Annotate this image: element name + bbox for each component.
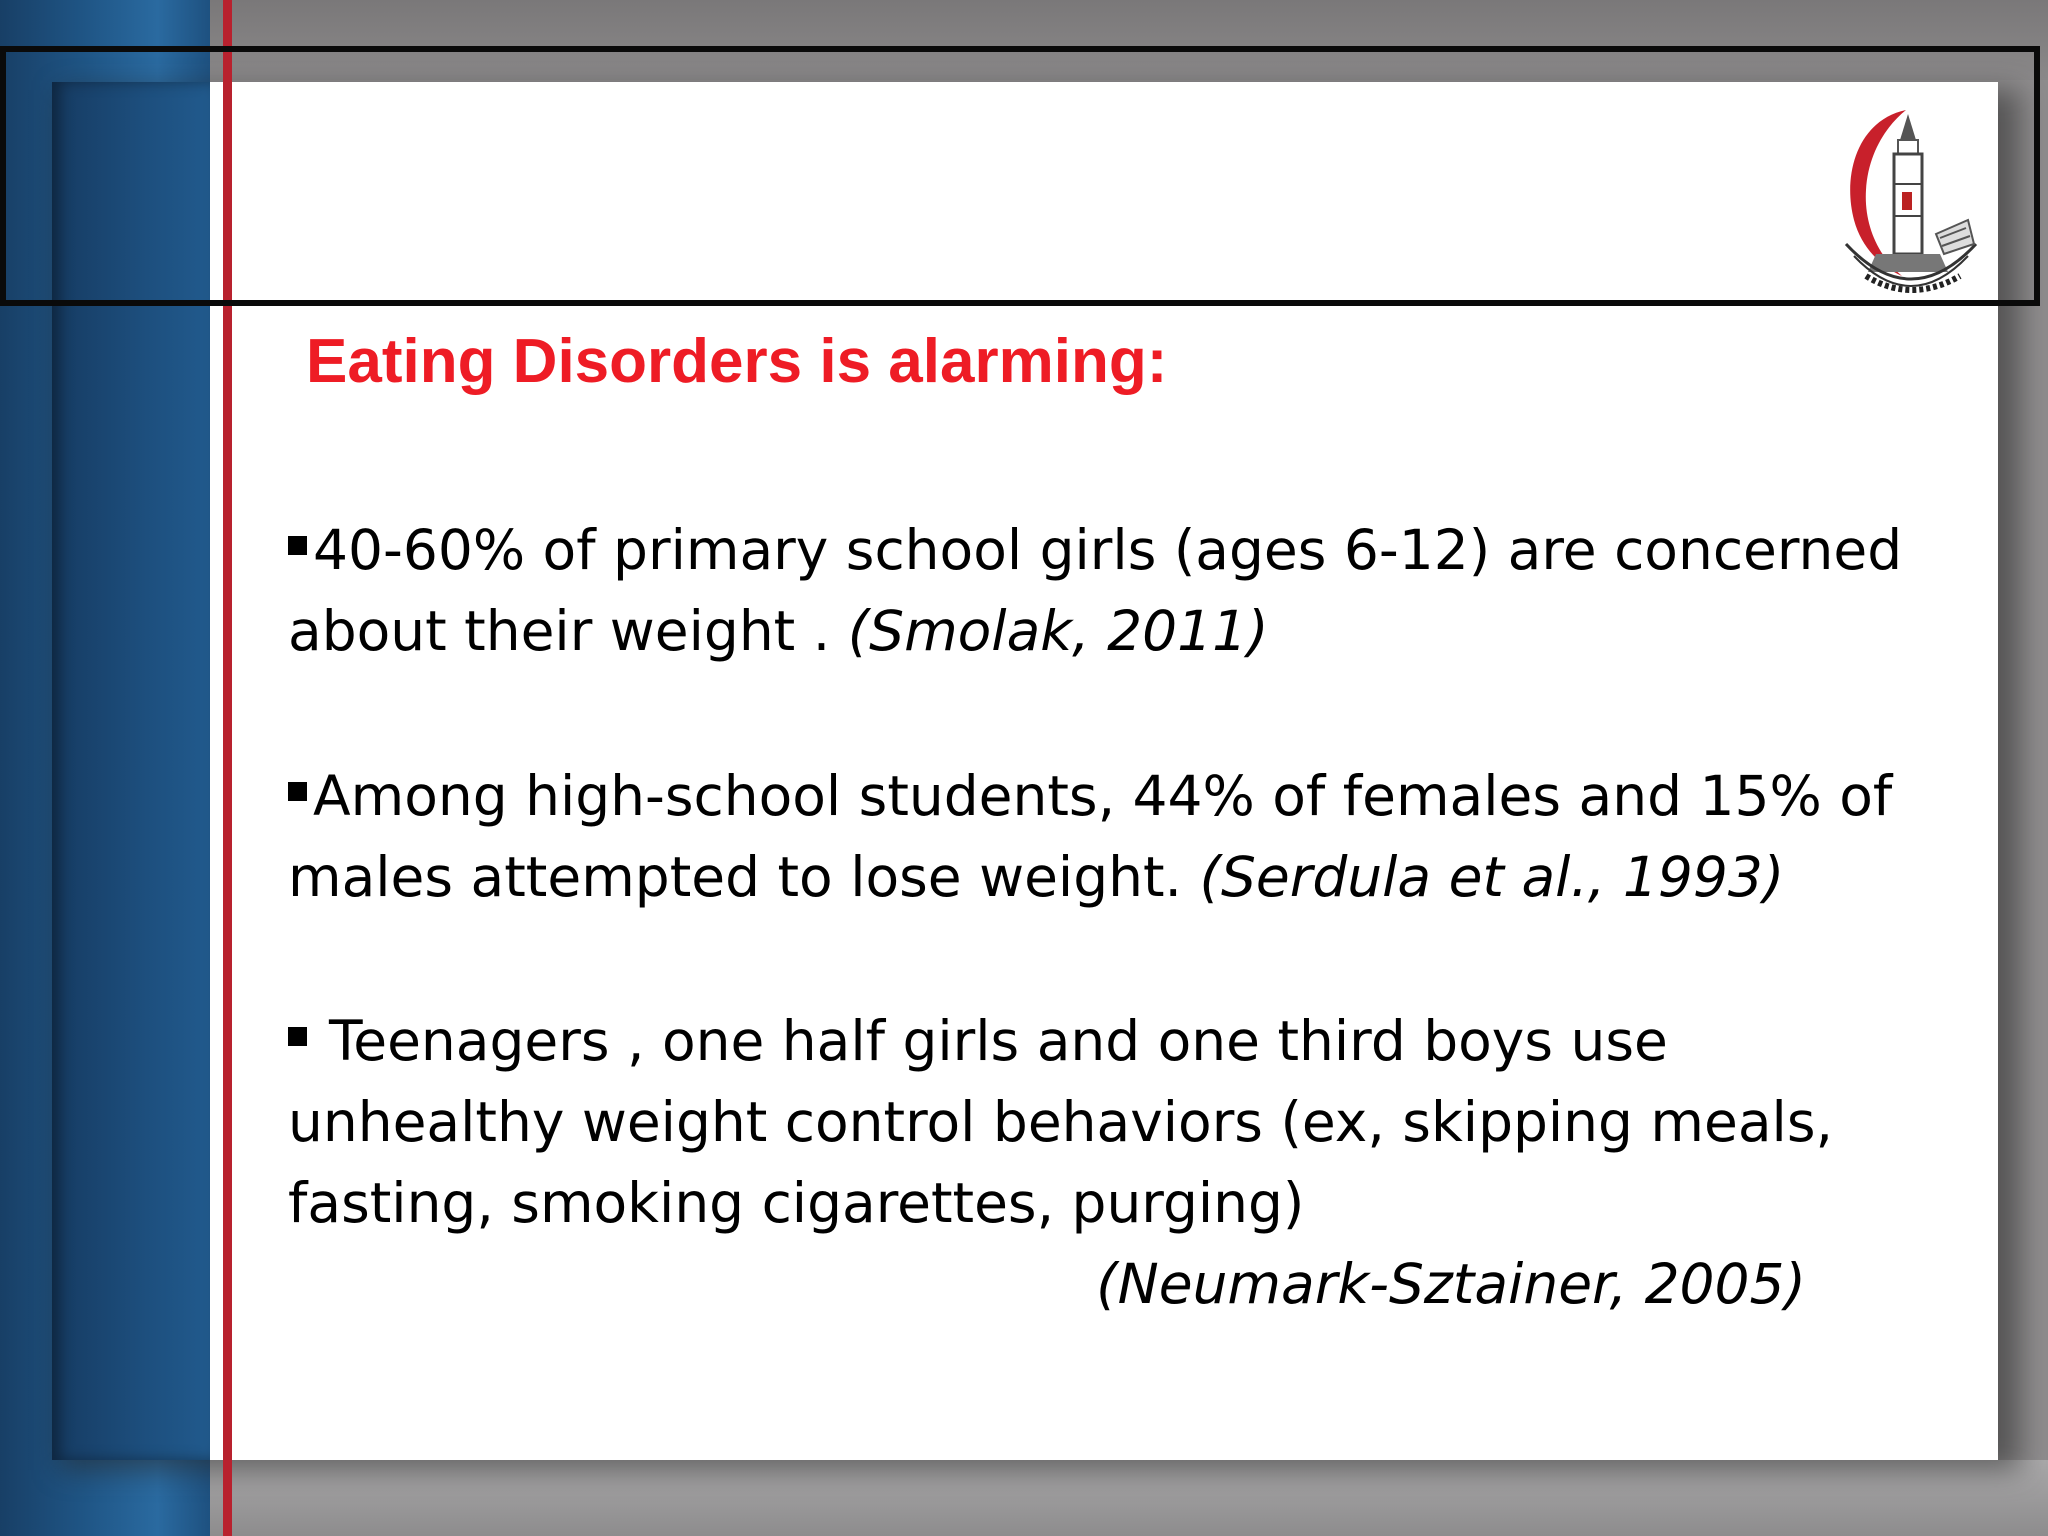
bullet-text: Teenagers , one half girls and one third boys use unhealthy weight control behaviors (ex, skipping meals, fasting, smoking cigarettes, purging) bbox=[288, 1009, 1833, 1235]
bullet-item bbox=[288, 756, 1928, 918]
bullet-item bbox=[288, 1001, 1928, 1244]
square-bullet-icon bbox=[288, 782, 307, 801]
square-bullet-icon bbox=[288, 1027, 307, 1046]
header-frame bbox=[0, 46, 2040, 306]
faculty-of-medicine-seal-icon bbox=[1836, 104, 1986, 300]
bullet-text: 40-60% of primary school girls (ages 6-12) are concerned about their weight . bbox=[288, 518, 1903, 663]
square-bullet-icon bbox=[288, 536, 307, 555]
slide-title: Eating Disorders is alarming: bbox=[306, 327, 1168, 396]
background-bottom bbox=[0, 1460, 2048, 1536]
bullet-item bbox=[288, 510, 1928, 672]
bullet-text: Among high-school students, 44% of females and 15% of males attempted to lose weight. bbox=[288, 764, 1893, 909]
bullet-citation: (Neumark-Sztainer, 2005) bbox=[1096, 1252, 1806, 1316]
bullet-citation: (Smolak, 2011) bbox=[847, 599, 1269, 663]
bullet-citation: (Serdula et al., 1993) bbox=[1199, 845, 1785, 909]
